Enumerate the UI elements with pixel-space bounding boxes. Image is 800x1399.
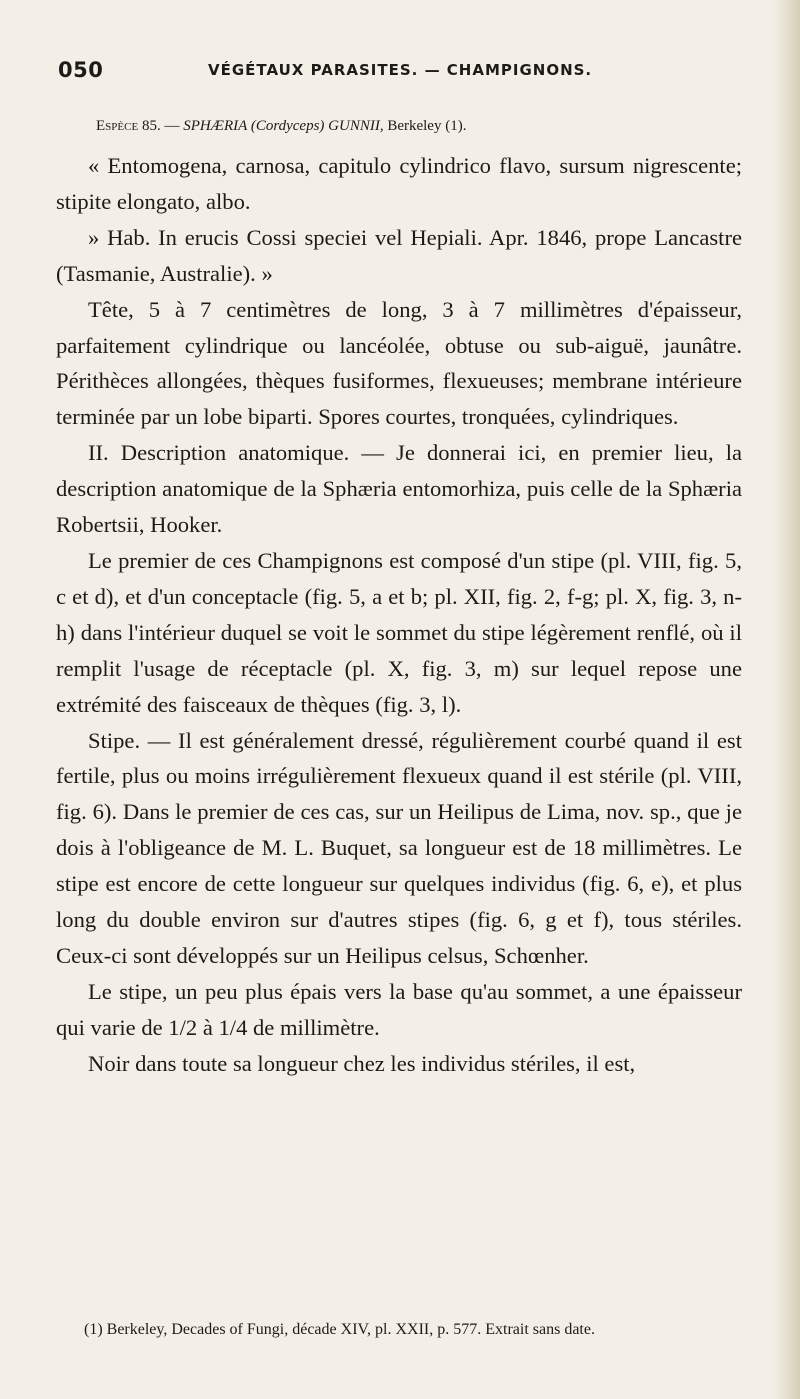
paragraph-stipe-conceptacle: Le premier de ces Champignons est composé d'un stipe (pl. VIII, fig. 5, c et d), et d'un conceptacle (fig. 5, a et b; pl. XII, fig. 2, f-g; pl. X, fig. 3, n-h) dans l'intérieur duquel se voit le sommet du stipe légèrement renflé, où il remplit l'usage de réceptacle (pl. X, fig. 3, m) sur lequel repose une extrémité des faisceaux de thèques (fig. 3, l). bbox=[56, 547, 742, 717]
paragraph-stipe: Stipe. — Il est généralement dressé, régulièrement courbé quand il est fertile, plus ou moins irrégulièrement flexueux quand il est stérile (pl. VIII, fig. 6). Dans le premier de ces cas, sur un Heilipus de Lima, nov. sp., que je dois à l'obligeance de M. L. Buquet, sa longueur est de 18 millimètres. Le stipe est encore de cette longueur sur quelques individus (fig. 6, e), et plus long du double environ sur d'autres stipes (fig. 6, g et f), tous stériles. Ceux-ci sont développés sur un Heilipus celsus, Schœnher. bbox=[56, 727, 742, 968]
species-author: Berkeley (1). bbox=[387, 118, 467, 134]
species-label: Espèce bbox=[96, 118, 139, 134]
species-name: SPHÆRIA (Cordyceps) GUNNII, bbox=[183, 118, 384, 134]
paragraph-stipe-thickness: Le stipe, un peu plus épais vers la base qu'au sommet, a une épaisseur qui varie de 1/2 à 1/4 de millimètre. bbox=[56, 978, 742, 1040]
footnote bbox=[56, 1318, 742, 1342]
page-number: 050 bbox=[58, 58, 104, 82]
page-header bbox=[58, 58, 748, 88]
paragraph-description: Tête, 5 à 7 centimètres de long, 3 à 7 millimètres d'épaisseur, parfaitement cylindrique ou lancéolée, obtuse ou sub-aiguë, jaunâtre. Périthèces allongées, thèques fusiformes, flexueuses; membrane intérieure terminée par un lobe biparti. Spores courtes, tronquées, cylindriques. bbox=[56, 296, 742, 430]
page-edge-shadow bbox=[774, 0, 800, 1399]
main-text bbox=[56, 112, 742, 1082]
paragraph-habitat: » Hab. In erucis Cossi speciei vel Hepiali. Apr. 1846, prope Lancastre (Tasmanie, Australie). » bbox=[56, 224, 742, 286]
species-number: 85. — bbox=[141, 118, 180, 134]
paragraph-stipe-color: Noir dans toute sa longueur chez les individus stériles, il est, bbox=[88, 1050, 636, 1076]
paragraph-diagnosis: « Entomogena, carnosa, capitulo cylindrico flavo, sursum nigrescente; stipite elongato, albo. bbox=[56, 153, 742, 214]
species-heading bbox=[96, 112, 742, 140]
paragraph-anatomy-intro: II. Description anatomique. — Je donnerai ici, en premier lieu, la description anatomique de la Sphæria entomorhiza, puis celle de la Sphæria Robertsii, Hooker. bbox=[56, 440, 742, 538]
running-head: VÉGÉTAUX PARASITES. — CHAMPIGNONS. bbox=[208, 61, 593, 79]
footnote-text: (1) Berkeley, Decades of Fungi, décade XIV, pl. XXII, p. 577. Extrait sans date. bbox=[84, 1321, 595, 1338]
